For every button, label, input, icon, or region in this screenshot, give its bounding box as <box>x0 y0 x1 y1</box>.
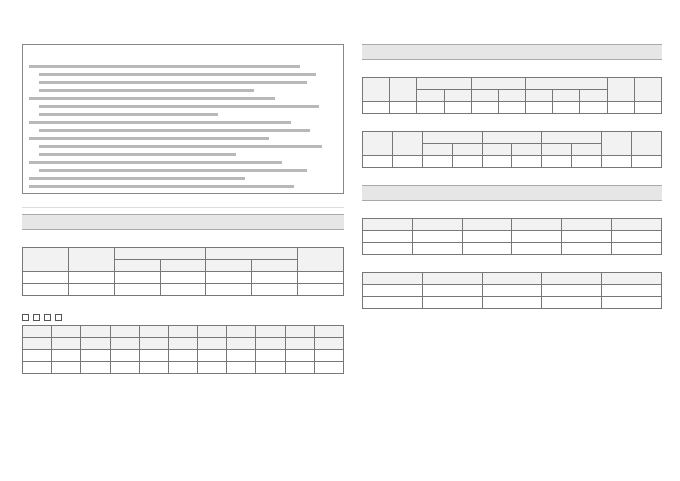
guide-line <box>39 73 337 79</box>
form-title <box>362 120 662 129</box>
input-cell[interactable] <box>482 156 512 168</box>
input-cell[interactable] <box>52 350 81 362</box>
guide-line <box>39 81 337 87</box>
flexible-work-table <box>362 272 662 309</box>
input-cell[interactable] <box>363 297 423 309</box>
checkbox[interactable] <box>55 314 62 321</box>
form-title <box>362 207 662 216</box>
input-cell[interactable] <box>526 102 553 114</box>
guide-line <box>39 169 337 175</box>
input-cell[interactable] <box>110 362 139 374</box>
input-cell[interactable] <box>482 297 542 309</box>
input-cell[interactable] <box>298 272 344 284</box>
input-cell[interactable] <box>572 156 602 168</box>
input-cell[interactable] <box>298 284 344 296</box>
guide-line <box>29 137 337 143</box>
input-cell[interactable] <box>52 362 81 374</box>
input-cell[interactable] <box>417 102 444 114</box>
input-cell[interactable] <box>285 362 314 374</box>
input-cell[interactable] <box>452 156 482 168</box>
guide-line <box>29 121 337 127</box>
input-cell[interactable] <box>256 350 285 362</box>
checkbox-row <box>22 314 344 323</box>
replacement-table <box>22 325 344 374</box>
guide-line <box>39 129 337 135</box>
wage-table <box>362 77 662 114</box>
input-cell[interactable] <box>632 156 662 168</box>
guide-line <box>29 177 337 183</box>
footnote <box>362 171 662 179</box>
input-cell[interactable] <box>607 102 634 114</box>
input-cell[interactable] <box>114 272 160 284</box>
input-cell[interactable] <box>160 284 206 296</box>
input-cell[interactable] <box>422 156 452 168</box>
checkbox[interactable] <box>44 314 51 321</box>
input-cell[interactable] <box>542 297 602 309</box>
guide-line <box>29 185 337 191</box>
input-cell[interactable] <box>602 297 662 309</box>
input-cell[interactable] <box>198 350 227 362</box>
input-cell[interactable] <box>23 272 69 284</box>
input-cell[interactable] <box>114 284 160 296</box>
indirect-labor-table <box>362 218 662 255</box>
input-cell[interactable] <box>553 102 580 114</box>
guide-line <box>29 161 337 167</box>
input-cell[interactable] <box>252 272 298 284</box>
section-banner <box>22 214 344 230</box>
writing-guide <box>22 44 344 194</box>
section-banner <box>362 44 662 60</box>
input-cell[interactable] <box>363 231 413 243</box>
input-cell[interactable] <box>512 243 562 255</box>
input-cell[interactable] <box>512 156 542 168</box>
input-cell[interactable] <box>580 102 607 114</box>
input-cell[interactable] <box>602 156 632 168</box>
input-cell[interactable] <box>392 156 422 168</box>
input-cell[interactable] <box>471 102 498 114</box>
input-cell[interactable] <box>285 350 314 362</box>
left-column <box>22 44 344 474</box>
footnote <box>22 377 344 385</box>
conversion-table <box>362 131 662 168</box>
input-cell[interactable] <box>206 284 252 296</box>
form-title <box>22 236 344 245</box>
input-cell[interactable] <box>542 285 602 297</box>
input-cell[interactable] <box>612 243 662 255</box>
input-cell[interactable] <box>562 231 612 243</box>
input-cell[interactable] <box>110 350 139 362</box>
input-cell[interactable] <box>363 285 423 297</box>
section-banner <box>362 185 662 201</box>
guide-line <box>39 145 337 151</box>
input-cell[interactable] <box>444 102 471 114</box>
guide-line <box>39 89 337 95</box>
input-cell[interactable] <box>390 102 417 114</box>
input-cell[interactable] <box>314 350 343 362</box>
input-cell[interactable] <box>363 102 390 114</box>
input-cell[interactable] <box>422 285 482 297</box>
input-cell[interactable] <box>23 284 69 296</box>
input-cell[interactable] <box>227 350 256 362</box>
checkbox[interactable] <box>33 314 40 321</box>
input-cell[interactable] <box>363 156 393 168</box>
input-cell[interactable] <box>363 243 413 255</box>
input-cell[interactable] <box>634 102 661 114</box>
input-cell[interactable] <box>23 362 52 374</box>
checkbox[interactable] <box>22 314 29 321</box>
input-cell[interactable] <box>422 297 482 309</box>
input-cell[interactable] <box>206 272 252 284</box>
form-title <box>22 302 344 311</box>
input-cell[interactable] <box>198 362 227 374</box>
input-cell[interactable] <box>139 362 168 374</box>
guide-title <box>29 55 337 64</box>
input-cell[interactable] <box>256 362 285 374</box>
guide-line <box>39 105 337 111</box>
input-cell[interactable] <box>602 285 662 297</box>
applicant-table <box>22 247 344 296</box>
input-cell[interactable] <box>139 350 168 362</box>
input-cell[interactable] <box>227 362 256 374</box>
guide-line <box>39 153 337 159</box>
input-cell[interactable] <box>462 231 512 243</box>
footnote <box>362 312 662 320</box>
form-title <box>362 66 662 75</box>
right-column <box>362 44 662 474</box>
input-cell[interactable] <box>168 362 197 374</box>
input-cell[interactable] <box>252 284 298 296</box>
input-cell[interactable] <box>68 284 114 296</box>
input-cell[interactable] <box>512 231 562 243</box>
guide-line <box>39 113 337 119</box>
guide-line <box>29 65 337 71</box>
input-cell[interactable] <box>462 243 512 255</box>
input-cell[interactable] <box>81 362 110 374</box>
input-cell[interactable] <box>612 231 662 243</box>
input-cell[interactable] <box>23 350 52 362</box>
input-cell[interactable] <box>168 350 197 362</box>
input-cell[interactable] <box>412 231 462 243</box>
input-cell[interactable] <box>68 272 114 284</box>
input-cell[interactable] <box>482 285 542 297</box>
input-cell[interactable] <box>562 243 612 255</box>
input-cell[interactable] <box>542 156 572 168</box>
input-cell[interactable] <box>412 243 462 255</box>
input-cell[interactable] <box>314 362 343 374</box>
input-cell[interactable] <box>160 272 206 284</box>
input-cell[interactable] <box>498 102 525 114</box>
request-title <box>22 197 344 208</box>
input-cell[interactable] <box>81 350 110 362</box>
guide-line <box>29 97 337 103</box>
form-title <box>362 261 662 270</box>
